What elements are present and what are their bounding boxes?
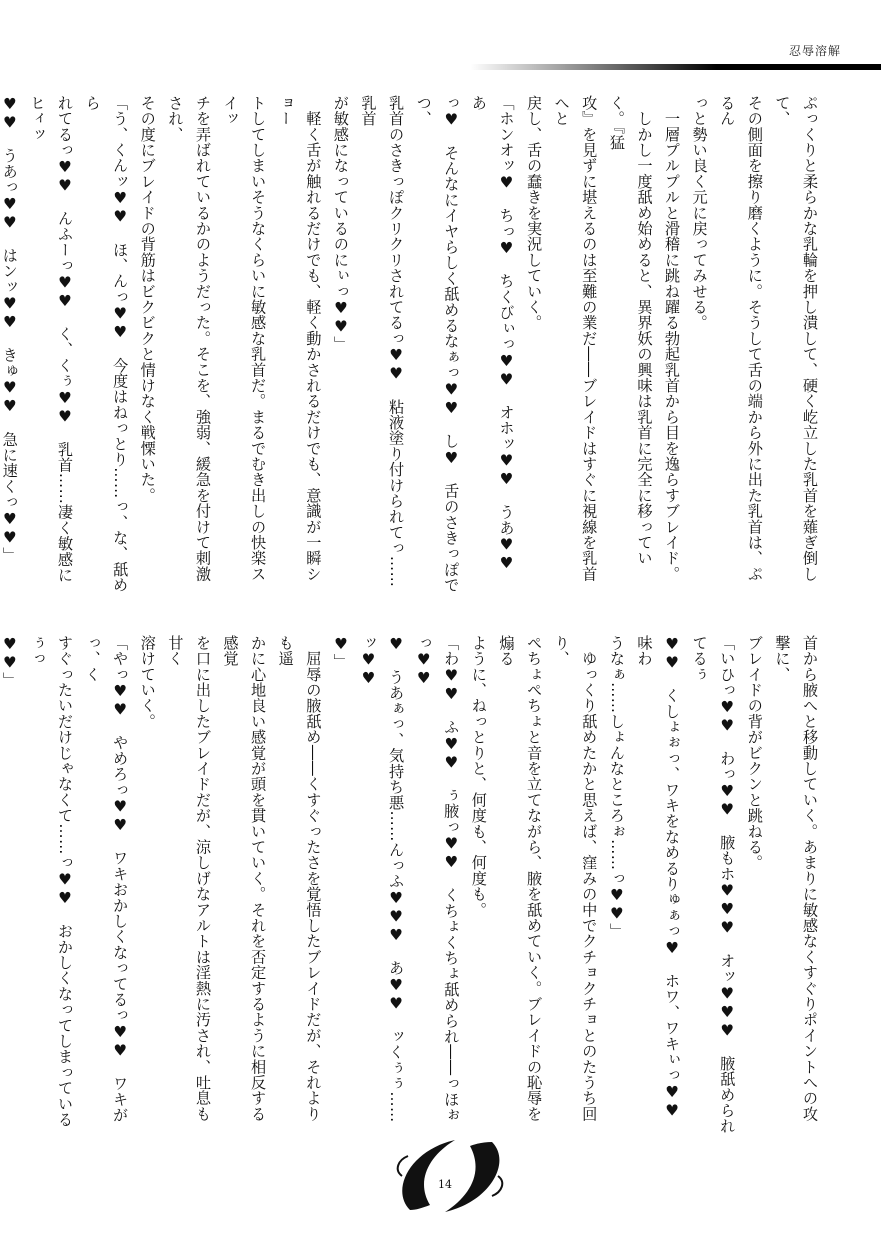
text-block-lower — [0, 635, 823, 1136]
text-line: その度にブレイドの背筋はビクビクと情けなく戦慄いた。 — [138, 95, 157, 504]
text-line: っ♥ そんなにイヤらしく舐めるなぁっ♥♥ し♥ 舌のさきっぽでつ、 — [414, 95, 461, 593]
text-line: ように、ねっとりと、何度も、何度も。 — [469, 635, 488, 918]
text-line: その側面を擦り磨くように。そうして舌の端から外に出た乳首は、ぷるん — [718, 95, 764, 582]
header-rule — [470, 64, 881, 70]
text-line: 溶けていく。 — [138, 635, 157, 730]
text-line: トしてしまいそうなくらいに敏感な乳首だ。まるでむき出しの快楽スイッ — [221, 95, 268, 582]
text-line: ぺちょぺちょと音を立てながら、腋を舐めていく。ブレイドの恥辱を煽る — [497, 635, 544, 1122]
text-line: ♥」 — [331, 635, 350, 670]
text-line: 攻』を見ずに堪えるのは至難の業だ――ブレイドはすぐに視線を乳首へと — [552, 95, 599, 582]
text-line: を口に出したブレイドだが、涼しげなアルトは淫熱に汚され、吐息も甘く — [166, 635, 212, 1122]
text-line: 「う、くんッ♥♥ ほ、んっ♥♥ 今度はねっとり……っ、な、舐めら — [83, 95, 130, 593]
text-line: ♥♥ くしょぉっ、ワキをなめるりゅぁっ♥ ホワ、ワキぃっ♥♥ 味わ — [635, 635, 682, 1136]
text-line: ♥♥」 — [0, 635, 19, 688]
text-line: 乳首のさきっぽクリクリされてるっ♥♥ 粘液塗り付けられてっ……乳首 — [359, 95, 406, 588]
text-line: ♥ うあぁっ、気持ち悪……んっふ♥♥♥ あ♥♥ ッくぅぅ……ッ♥♥ — [359, 635, 406, 1123]
text-line: れてるっ♥♥ んふーっ♥♥ く、くぅ♥♥ 乳首……凄く敏感にヒィッ — [28, 95, 74, 583]
text-block-upper — [0, 95, 823, 595]
text-line: かに心地良い感覚が頭を貫いていく。それを否定するように相反する感覚 — [221, 635, 268, 1122]
text-line: 戻し、舌の蠢きを実況していく。 — [525, 95, 544, 331]
text-line: ぷっくりと柔らかな乳輪を押し潰して、硬く屹立した乳首を薙ぎ倒して、 — [773, 95, 819, 582]
text-line: が敏感になっているのにぃっ♥♥」 — [331, 95, 350, 352]
text-line: ブレイドの背がビクンと跳ねる。 — [745, 635, 764, 871]
book-title: 忍辱溶解 — [788, 44, 841, 58]
text-line: すぐったいだけじゃなくて……っ♥♥ おかしくなってしまっているぅっ — [28, 635, 74, 1128]
page-number: 14 — [438, 1178, 452, 1191]
text-line: ゆっくり舐めたかと思えば、窪みの中でクチョクチョとのたうち回り、 — [552, 635, 599, 1122]
text-line: 「いひっ♥♥ わっ♥♥ 腋もホ♥♥♥ オッ♥♥♥ 腋舐められてるぅ — [690, 635, 737, 1134]
text-line: 「やっ♥♥ やめろっ♥♥ ワキおかしくなってるっ♥♥ ワキがっ、く — [83, 635, 130, 1123]
text-line: 屈辱の腋舐め――くすぐったさを覚悟したブレイドだが、それよりも遥 — [276, 635, 323, 1122]
text-line: 「ホンオッ♥ ちっ♥ ちくびぃっ♥♥ オホッ♥♥ うあ♥♥ あ — [469, 95, 516, 589]
text-line: ♥♥ うあっ♥♥ はンッ♥♥ きゅ♥♥ 急に速くっ♥♥」 — [0, 95, 19, 563]
text-line: 一層プルプルと滑稽に跳ね躍る勃起乳首から目を逸らすブレイド。 — [663, 95, 682, 582]
text-line: 軽く舌が触れるだけでも、軽く動かされるだけでも、意識が一瞬ショー — [276, 95, 323, 582]
text-line: しかし一度舐め始めると、異界妖の興味は乳首に完全に移っていく。『猛 — [607, 95, 654, 566]
text-line: 「わ♥♥ ふ♥♥ ぅ腋っ♥♥ くちょくちょ舐められ――っほぉっ♥♥ — [414, 635, 461, 1123]
text-line: チを弄ばれているかのようだった。そこを、強弱、緩急を付けて刺激され、 — [166, 95, 212, 582]
swirl-ornament-icon — [380, 1130, 520, 1220]
text-line: っと勢い良く元に戻ってみせる。 — [690, 95, 709, 331]
text-line: 首から腋へと移動していく。あまりに敏感なくすぐりポイントへの攻撃に、 — [773, 635, 819, 1122]
text-line: うなぁ……しょんなところぉ……っ♥♥」 — [607, 635, 626, 939]
